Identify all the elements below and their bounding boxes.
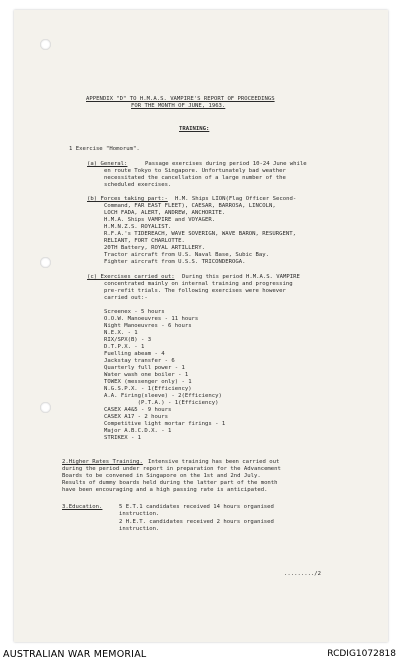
item-1a-line: en route Tokyo to Singapore. Unfortunately bad weather (104, 168, 286, 174)
exercise-line: STRIKEX - 1 (104, 435, 142, 441)
item-2-label: 2.Higher Rates Training. (62, 459, 143, 465)
exercise-line: D.T.P.X. - 1 (104, 344, 145, 350)
punch-hole (40, 402, 51, 413)
item-1b-line: Fighter aircraft from U.S.S. TRICONDEROGA. (104, 259, 246, 265)
item-1b-line: LOCH FADA, ALERT, ANDREW, ANCHORITE. (104, 210, 226, 216)
item-1c-line: carried out:- (104, 295, 148, 301)
item-3-line: 5 E.T.1 candidates received 14 hours organised (119, 504, 274, 510)
exercise-line: Jackstay transfer - 6 (104, 358, 175, 364)
item-3-label: 3.Education. (62, 504, 103, 510)
archive-footer (0, 645, 400, 666)
item-3-line: 2 H.E.T. candidates received 2 hours organised (119, 519, 274, 525)
item-2-line: Results of dummy boards held during the latter part of the month (62, 480, 278, 486)
item-3-line: instruction. (119, 526, 160, 532)
exercise-line: N.G.S.P.X. - 1(Efficiency) (104, 386, 192, 392)
footer-record-id: RCDIG1072818 (327, 649, 396, 659)
section-title: TRAINING: (179, 126, 210, 132)
item-1a-label: (a) General: (87, 161, 128, 167)
item-1c-line: During this period H.M.A.S. VAMPIRE (182, 274, 300, 280)
exercise-line: Competitive light mortar firings - 1 (104, 421, 226, 427)
exercise-line: Quarterly full power - 1 (104, 365, 185, 371)
item-1c-line: concentrated mainly on internal training and progressing (104, 281, 293, 287)
footer-institution: AUSTRALIAN WAR MEMORIAL (3, 649, 147, 660)
exercise-line: A.A. Firing(sleeve) - 2(Efficiency) (104, 393, 222, 399)
item-1-heading: 1 Exercise "Homorum". (69, 146, 140, 152)
item-1b-line: R.F.A.'s TIDEREACH, WAVE SOVERIGN, WAVE BARON, RESURGENT, (104, 231, 296, 237)
item-2-line: during the period under report in preparation for the Advancement (62, 466, 281, 472)
item-1b-line: 20TH Battery, ROYAL ARTILLERY. (104, 245, 206, 251)
punch-hole (40, 257, 51, 268)
exercise-line: O.O.W. Manoeuvres - 11 hours (104, 316, 199, 322)
item-1b-label: (b) Forces taking part:- (87, 196, 168, 202)
item-2-line: Boards to be convened in Singapore on the 1st and 2nd July. (62, 473, 261, 479)
item-1c-line: pre-refit trials. The following exercises were however (104, 288, 286, 294)
exercise-line: CASEX A4&5 - 9 hours (104, 407, 172, 413)
item-3-line: instruction. (119, 511, 160, 517)
item-1a-line: necessitated the cancellation of a large number of the (104, 175, 286, 181)
item-1b-line: RELIANT, FORT CHARLOTTE. (104, 238, 185, 244)
item-1b-line: Tractor aircraft from U.S. Naval Base, Subic Bay. (104, 252, 270, 258)
item-1b-line: H.M.N.Z.S. ROYALIST. (104, 224, 172, 230)
exercise-line: TOWEX (messenger only) - 1 (104, 379, 192, 385)
exercise-line: (P.T.A.) - 1(Efficiency) (104, 400, 219, 406)
exercise-line: Screenex - 5 hours (104, 309, 165, 315)
header-line-1: APPENDIX "D" TO H.M.A.S. VAMPIRE'S REPORT OF PROCEEDINGS (86, 96, 275, 102)
item-1b-line: Command, FAR EAST FLEET), CAESAR, BARROSA, LINCOLN, (104, 203, 276, 209)
punch-hole (40, 39, 51, 50)
document-page (14, 10, 388, 642)
item-1c-label: (c) Exercises carried out: (87, 274, 175, 280)
exercise-line: CASEX A17 - 2 hours (104, 414, 168, 420)
exercise-line: Major A.B.C.D.X. - 1 (104, 428, 172, 434)
item-1a-line: scheduled exercises. (104, 182, 172, 188)
exercise-line: RIX/SPX(B) - 3 (104, 337, 152, 343)
exercise-line: N.E.X. - 1 (104, 330, 138, 336)
exercise-line: Water wash one boiler - 1 (104, 372, 189, 378)
item-2-line: have been encouraging and a high passing rate is anticipated. (62, 487, 268, 493)
item-1a-line: Passage exercises during period 10-24 June while (145, 161, 307, 167)
header-line-2: FOR THE MONTH OF JUNE, 1963. (131, 103, 226, 109)
exercise-line: Fuelling abeam - 4 (104, 351, 165, 357)
item-1b-line: H.M. Ships LION(Flag Officer Second- (175, 196, 297, 202)
item-1b-line: H.M.A. Ships VAMPIRE and VOYAGER. (104, 217, 216, 223)
item-2-line: Intensive training has been carried out (148, 459, 280, 465)
exercise-line: Night Manoeuvres - 6 hours (104, 323, 192, 329)
continuation-marker: ........./2 (284, 571, 322, 577)
